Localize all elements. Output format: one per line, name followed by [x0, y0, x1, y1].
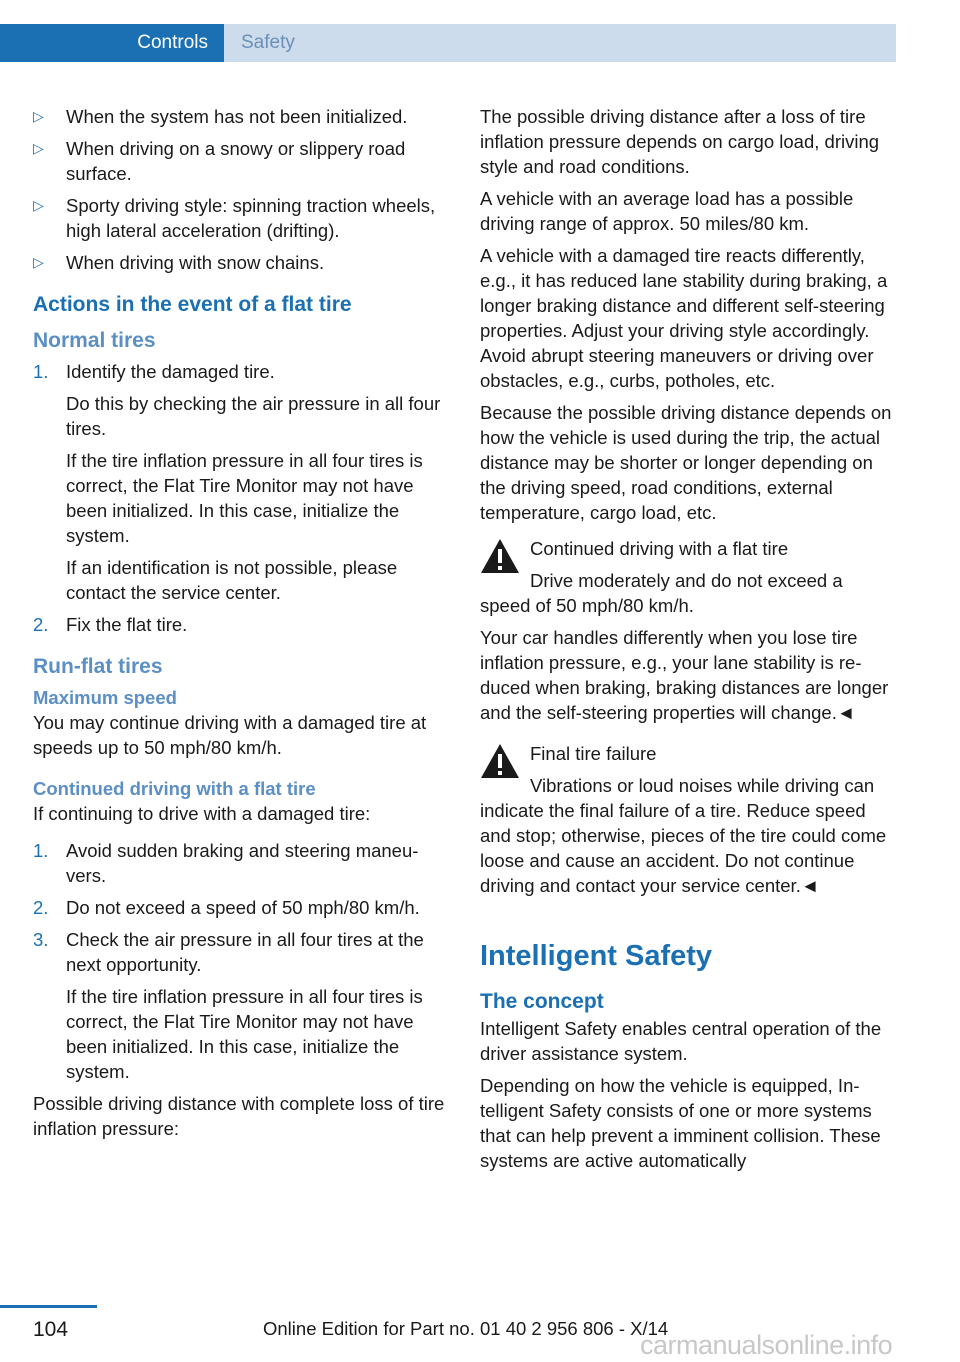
list-item: 2. Do not exceed a speed of 50 mph/80 km/h. — [33, 897, 420, 918]
warning-body: Vibrations or loud noises while driving can indicate the final failure of a tire. Reduce speed and stop; otherwise, pieces of the tire could come loose and cause an accident. Do not continue driving and contact your service center.◄ — [480, 775, 887, 896]
triangle-bullet-icon: ▷ — [33, 254, 44, 270]
heading-normal-tires: Normal tires — [33, 329, 156, 352]
list-item: ▷ When driving on a snowy or slippery road surface. — [33, 138, 406, 184]
page-header — [0, 0, 960, 62]
paragraph: Because the possible driving distance depends on how the vehicle is used during the trip, the actual distance may be shorter or longer depending on the driving speed, road conditions, external temperature, cargo load, etc. — [480, 402, 892, 523]
heading-the-concept: The concept — [480, 990, 604, 1013]
paragraph: A vehicle with a damaged tire reacts differently, e.g., it has reduced lane stability during braking, a longer braking distance and different self-steering properties. Adjust your driving style accordingly. Avoid abrupt steering maneuvers or driving over obstacles, e.g., curbs, potholes, etc. — [480, 245, 888, 391]
triangle-bullet-icon: ▷ — [33, 108, 44, 124]
paragraph: The possible driving distance after a loss of tire inflation pressure depends on cargo load, driving style and road conditions. — [480, 106, 880, 177]
limitations-list — [33, 104, 451, 275]
warning-flat-tire — [480, 536, 898, 618]
edition-text: Online Edition for Part no. 01 40 2 956 806 - X/14 — [263, 1318, 669, 1339]
warning-body: Drive moderately and do not exceed a speed of 50 mph/80 km/h. — [480, 570, 843, 616]
heading-intelligent-safety: Intelligent Safety — [480, 940, 713, 972]
step-number: 3. — [33, 929, 49, 950]
step-number: 2. — [33, 614, 49, 635]
heading-continued-driving: Continued driving with a flat tire — [33, 778, 316, 799]
continued-driving-steps — [33, 838, 451, 1084]
page-number: 104 — [33, 1318, 69, 1341]
step-number: 1. — [33, 361, 49, 382]
warning-triangle-icon — [480, 538, 520, 574]
list-item: ▷ When the system has not been initialized. — [33, 106, 408, 127]
footer-divider — [0, 1305, 97, 1308]
list-item: ▷ When driving with snow chains. — [33, 252, 325, 273]
warning-final-tire-failure — [480, 741, 898, 898]
heading-actions-flat-tire: Actions in the event of a flat tire — [33, 293, 352, 316]
warning-title: Final tire failure — [530, 743, 657, 764]
triangle-bullet-icon: ▷ — [33, 197, 44, 213]
paragraph: Possible driving distance with complete loss of tire inflation pressure: — [33, 1093, 445, 1139]
warning-title: Continued driving with a flat tire — [530, 538, 789, 559]
list-item: 1. Identify the damaged tire. Do this by checking the air pressure in all four tires. If the tire inflation pressure in all four tires is correct, the Flat Tire Monitor may not have been initialized. In this case, initialize the system. If an identification is not possible, please contact the service center. — [33, 361, 441, 603]
paragraph: You may continue driving with a damaged tire at speeds up to 50 mph/80 km/h. — [33, 712, 427, 758]
tab-safety[interactable]: Safety — [224, 24, 896, 62]
normal-tires-steps — [33, 359, 451, 637]
list-item: 1. Avoid sudden braking and steering maneuvers. — [33, 840, 419, 886]
heading-maximum-speed: Maximum speed — [33, 687, 177, 708]
paragraph: Depending on how the vehicle is equipped, Intelligent Safety consists of one or more systems that can help prevent a imminent collision. These systems are active automatically — [480, 1075, 881, 1171]
paragraph: Intelligent Safety enables central operation of the driver assistance system. — [480, 1018, 882, 1064]
paragraph: A vehicle with an average load has a possible driving range of approx. 50 miles/80 km. — [480, 188, 854, 234]
step-number: 1. — [33, 840, 49, 861]
paragraph: If continuing to drive with a damaged tire: — [33, 803, 371, 824]
heading-run-flat-tires: Run-flat tires — [33, 655, 163, 678]
step-number: 2. — [33, 897, 49, 918]
left-column — [33, 104, 451, 1148]
list-item: 2. Fix the flat tire. — [33, 614, 188, 635]
tab-controls[interactable]: Controls — [0, 24, 224, 62]
list-item: 3. Check the air pressure in all four tires at the next opportunity. If the tire inflation pressure in all four tires is correct, the Flat Tire Monitor may not have been initialized. In this case, initialize the system. — [33, 929, 424, 1082]
right-column — [480, 104, 898, 1180]
warning-triangle-icon — [480, 743, 520, 779]
list-item: ▷ Sporty driving style: spinning traction wheels, high lateral acceleration (drifting). — [33, 195, 436, 241]
watermark: carmanualsonline.info — [640, 1330, 893, 1360]
triangle-bullet-icon: ▷ — [33, 140, 44, 156]
paragraph: Your car handles differently when you lose tire inflation pressure, e.g., your lane stability is reduced when braking, braking distances are longer and the self-steering properties will change.◄ — [480, 627, 889, 723]
